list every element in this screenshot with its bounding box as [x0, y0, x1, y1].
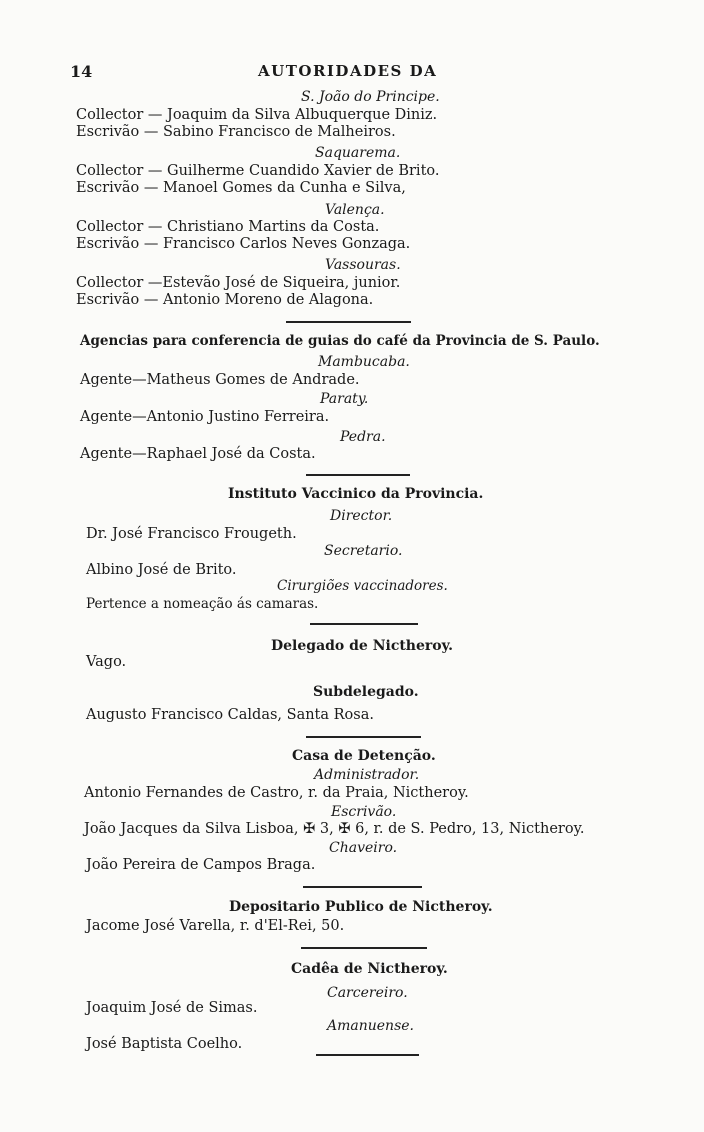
entry-line: Pertence a nomeação ás camaras. — [86, 596, 319, 612]
entry-line: Antonio Fernandes de Castro, r. da Praia, Nictheroy. — [84, 785, 469, 801]
entry-line: Escrivão — Francisco Carlos Neves Gonzaga. — [76, 236, 411, 252]
entry-line: Augusto Francisco Caldas, Santa Rosa. — [86, 707, 374, 723]
entry-line: Escrivão — Manoel Gomes da Cunha e Silva, — [76, 180, 406, 196]
entry-line: Vago. — [86, 654, 127, 670]
subsection-title: Director. — [330, 508, 393, 524]
section-title: Delegado de Nictheroy. — [271, 638, 454, 654]
subsection-title: Administrador. — [314, 767, 420, 783]
entry-line: João Jacques da Silva Lisboa, ✠ 3, ✠ 6, r. de S. Pedro, 13, Nictheroy. — [84, 821, 585, 837]
subsection-title: Paraty. — [320, 391, 369, 407]
subsection-title: Pedra. — [340, 429, 386, 445]
section-title: Casa de Detenção. — [292, 748, 436, 764]
subsection-title: Mambucaba. — [318, 354, 410, 370]
entry-line: Collector — Christiano Martins da Costa. — [76, 219, 380, 235]
section-title: Valença. — [325, 202, 385, 218]
entry-line: João Pereira de Campos Braga. — [86, 857, 316, 873]
subsection-title: Chaveiro. — [329, 840, 398, 856]
entry-line: Agente—Matheus Gomes de Andrade. — [80, 372, 360, 388]
entry-line: Joaquim José de Simas. — [86, 1000, 258, 1016]
section-title: Cadêa de Nictheroy. — [291, 961, 448, 977]
divider — [306, 736, 421, 738]
subsection-title: Escrivão. — [331, 804, 397, 820]
section-title: Instituto Vaccinico da Provincia. — [228, 486, 484, 502]
divider — [286, 321, 411, 323]
entry-line: Agente—Antonio Justino Ferreira. — [80, 409, 330, 425]
divider — [301, 947, 427, 949]
section-title: Agencias para conferencia de guias do café da Provincia de S. Paulo. — [80, 333, 600, 349]
subsection-title: Carcereiro. — [327, 985, 408, 1001]
running-title: AUTORIDADES DA — [258, 62, 438, 80]
entry-line: José Baptista Coelho. — [86, 1036, 243, 1052]
entry-line: Collector —Estevão José de Siqueira, junior. — [76, 275, 401, 291]
section-title: Saquarema. — [315, 145, 401, 161]
divider — [310, 623, 418, 625]
divider — [303, 886, 422, 888]
entry-line: Agente—Raphael José da Costa. — [80, 446, 316, 462]
section-title: S. João do Principe. — [301, 89, 440, 105]
divider — [316, 1054, 419, 1056]
section-title: Depositario Publico de Nictheroy. — [229, 899, 493, 915]
divider — [306, 474, 410, 476]
entry-line: Jacome José Varella, r. d'El-Rei, 50. — [86, 918, 345, 934]
entry-line: Dr. José Francisco Frougeth. — [86, 526, 297, 542]
subsection-title: Amanuense. — [327, 1018, 414, 1034]
entry-line: Albino José de Brito. — [86, 562, 237, 578]
entry-line: Collector — Guilherme Cuandido Xavier de Brito. — [76, 163, 440, 179]
entry-line: Collector — Joaquim da Silva Albuquerque Diniz. — [76, 107, 438, 123]
page-number: 14 — [70, 62, 93, 81]
entry-line: Escrivão — Sabino Francisco de Malheiros. — [76, 124, 396, 140]
section-title: Vassouras. — [325, 257, 401, 273]
section-title: Subdelegado. — [313, 684, 419, 700]
subsection-title: Cirurgiões vaccinadores. — [277, 578, 448, 594]
entry-line: Escrivão — Antonio Moreno de Alagona. — [76, 292, 374, 308]
subsection-title: Secretario. — [324, 543, 403, 559]
